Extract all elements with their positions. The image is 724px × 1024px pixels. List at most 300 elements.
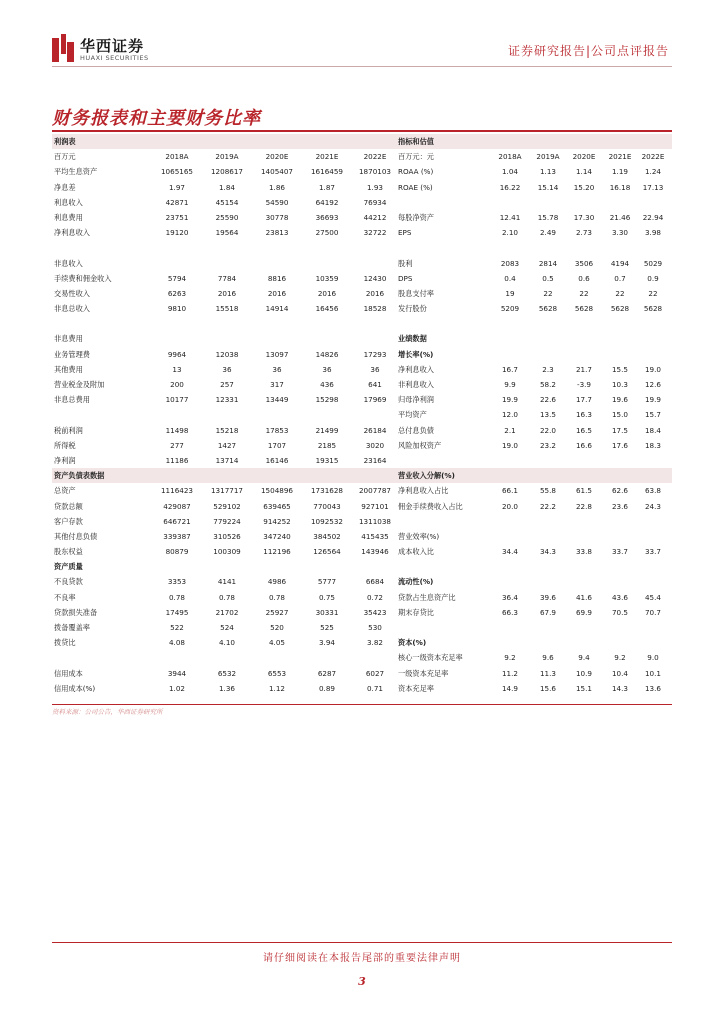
- left-value-cell: 1.36: [218, 683, 235, 693]
- right-value-cell: 24.3: [644, 501, 661, 511]
- left-row-label: 非息总费用: [54, 395, 90, 405]
- right-value-cell: 11.3: [539, 668, 556, 678]
- right-value-cell: 1.19: [611, 167, 628, 177]
- left-value-cell: 0.78: [218, 592, 235, 602]
- left-value-cell: 2007787: [358, 486, 391, 496]
- left-value-cell: 36: [272, 364, 282, 374]
- left-row-label: 净息差: [54, 182, 76, 192]
- left-value-cell: 1707: [267, 440, 287, 450]
- table-row: [52, 164, 672, 179]
- right-value-cell: 17.30: [573, 212, 595, 222]
- left-value-cell: 1317717: [210, 486, 243, 496]
- right-value-cell: 22.2: [539, 501, 556, 511]
- table-row: [52, 483, 672, 498]
- left-value-cell: 4.08: [168, 638, 185, 648]
- left-value-cell: 10177: [165, 395, 189, 405]
- right-value-cell: 22.8: [575, 501, 592, 511]
- table-row: [52, 180, 672, 195]
- right-row-label: 流动性(%): [398, 577, 434, 587]
- left-value-cell: 0.71: [366, 683, 383, 693]
- left-value-cell: 0.78: [168, 592, 185, 602]
- left-row-label: 非息收入: [54, 258, 83, 268]
- left-value-cell: 35423: [363, 607, 387, 617]
- right-value-cell: 63.8: [644, 486, 661, 496]
- left-value-cell: 277: [170, 440, 184, 450]
- right-value-cell: 2.73: [575, 228, 592, 238]
- left-value-cell: 1731628: [310, 486, 343, 496]
- left-value-cell: 36: [370, 364, 380, 374]
- right-row-label: 发行股份: [398, 304, 427, 314]
- left-value-cell: 25927: [265, 607, 289, 617]
- table-row: [52, 347, 672, 362]
- right-value-cell: 0.4: [504, 273, 516, 283]
- right-row-label: 每股净资产: [398, 212, 434, 222]
- table-row: [52, 499, 672, 514]
- left-value-cell: 522: [170, 623, 184, 632]
- right-value-cell: 9.9: [504, 380, 516, 389]
- left-value-cell: 10359: [315, 273, 339, 283]
- right-value-cell: 33.7: [611, 547, 628, 557]
- table-row: [52, 574, 672, 589]
- left-value-cell: 0.72: [366, 592, 383, 602]
- right-value-cell: 10.3: [611, 380, 628, 389]
- left-value-cell: 1504896: [260, 486, 293, 496]
- right-value-cell: 9.0: [647, 653, 659, 663]
- left-value-cell: 525: [320, 623, 334, 632]
- right-row-label: ROAA (%): [398, 167, 434, 177]
- right-row-label: 归母净利润: [398, 395, 434, 405]
- right-value-cell: -3.9: [576, 380, 592, 389]
- table-row: [52, 271, 672, 286]
- right-value-cell: 19.9: [644, 395, 661, 405]
- right-value-cell: 16.22: [499, 182, 521, 192]
- right-value-cell: 1.13: [539, 167, 556, 177]
- left-value-cell: 23751: [165, 212, 189, 222]
- left-row-label: 其他费用: [54, 364, 83, 374]
- right-value-cell: 12.41: [499, 212, 521, 222]
- right-value-cell: 9.6: [542, 653, 554, 663]
- left-value-cell: 23164: [363, 455, 387, 465]
- left-row-label: 税前利润: [54, 425, 83, 435]
- left-row-label: 贷款总额: [54, 501, 83, 511]
- left-value-cell: 6263: [167, 288, 187, 298]
- logo-english-name: HUAXI SECURITIES: [80, 54, 149, 62]
- right-value-cell: 2018A: [498, 152, 522, 162]
- table-row: [52, 666, 672, 681]
- section-title-underline: [52, 130, 672, 132]
- right-value-cell: 19.0: [501, 440, 518, 450]
- right-value-cell: 9.2: [614, 653, 626, 663]
- left-value-cell: 13097: [265, 349, 289, 359]
- table-row: [52, 650, 672, 665]
- right-value-cell: 61.5: [575, 486, 592, 496]
- right-row-label: 股息支付率: [398, 288, 434, 298]
- left-value-cell: 19564: [215, 228, 239, 238]
- right-value-cell: 1.04: [501, 167, 518, 177]
- right-row-label: 贷款占生息资产比: [398, 592, 456, 602]
- right-row-label: 百万元：元: [398, 152, 434, 162]
- table-row: [52, 377, 672, 392]
- left-value-cell: 11186: [165, 455, 189, 465]
- right-value-cell: 10.9: [575, 668, 592, 678]
- left-row-label: 利润表: [54, 137, 76, 146]
- right-value-cell: 22.6: [539, 395, 556, 405]
- right-value-cell: 2.49: [539, 228, 556, 238]
- right-value-cell: 11.2: [501, 668, 518, 678]
- left-value-cell: 23813: [265, 228, 289, 238]
- right-value-cell: 2814: [538, 258, 558, 268]
- left-value-cell: 15218: [215, 425, 239, 435]
- left-value-cell: 524: [220, 623, 234, 632]
- left-value-cell: 3020: [365, 440, 385, 450]
- left-value-cell: 14826: [315, 349, 339, 359]
- right-value-cell: 39.6: [539, 592, 556, 602]
- left-value-cell: 1208617: [210, 167, 243, 177]
- right-value-cell: 66.1: [501, 486, 518, 496]
- left-value-cell: 17293: [363, 349, 387, 359]
- left-value-cell: 436: [320, 380, 334, 389]
- left-value-cell: 13: [172, 364, 182, 374]
- right-row-label: ROAE (%): [398, 182, 433, 192]
- table-row: [52, 438, 672, 453]
- right-value-cell: 36.4: [501, 592, 518, 602]
- left-value-cell: 1092532: [310, 516, 343, 526]
- header-divider: [52, 66, 672, 67]
- logo-mark-icon: [52, 34, 74, 62]
- left-row-label: 不良贷款: [54, 577, 83, 587]
- right-value-cell: 34.4: [501, 547, 518, 557]
- table-bottom-border: [52, 704, 672, 705]
- right-value-cell: 16.7: [501, 364, 518, 374]
- left-value-cell: 347240: [263, 531, 291, 541]
- right-row-label: DPS: [398, 273, 413, 283]
- left-value-cell: 44212: [363, 212, 387, 222]
- left-row-label: 非息费用: [54, 334, 83, 344]
- right-row-label: 成本收入比: [398, 547, 434, 557]
- table-row: [52, 590, 672, 605]
- right-value-cell: 2022E: [641, 152, 665, 162]
- left-value-cell: 19120: [165, 228, 189, 238]
- right-value-cell: 1.24: [644, 167, 661, 177]
- table-row: [52, 407, 672, 422]
- left-row-label: 其他付息负债: [54, 531, 98, 541]
- right-row-label: 营业收入分解(%): [398, 471, 455, 481]
- legal-disclaimer: 请仔细阅读在本报告尾部的重要法律声明: [263, 953, 461, 964]
- left-value-cell: 3.94: [318, 638, 335, 648]
- left-value-cell: 1116423: [160, 486, 193, 496]
- left-value-cell: 1.02: [168, 683, 185, 693]
- left-value-cell: 36693: [315, 212, 339, 222]
- left-value-cell: 100309: [213, 547, 241, 557]
- table-row: [52, 635, 672, 650]
- table-row: [52, 559, 672, 574]
- left-value-cell: 779224: [213, 516, 241, 526]
- left-value-cell: 384502: [313, 531, 341, 541]
- table-row: [52, 544, 672, 559]
- left-value-cell: 310526: [213, 531, 241, 541]
- right-value-cell: 15.78: [537, 212, 559, 222]
- left-value-cell: 2016: [217, 288, 237, 298]
- left-value-cell: 2018A: [165, 152, 189, 162]
- section-title: 财务报表和主要财务比率: [52, 108, 261, 129]
- left-value-cell: 1.84: [218, 182, 235, 192]
- table-row: [52, 149, 672, 164]
- left-value-cell: 76934: [363, 197, 387, 207]
- left-value-cell: 0.89: [318, 683, 335, 693]
- left-row-label: 营业税金及附加: [54, 380, 105, 389]
- right-value-cell: 22: [648, 288, 658, 298]
- right-value-cell: 41.6: [575, 592, 592, 602]
- right-value-cell: 33.7: [644, 547, 661, 557]
- left-value-cell: 143946: [361, 547, 389, 557]
- left-row-label: 客户存款: [54, 516, 83, 526]
- left-value-cell: 27500: [315, 228, 339, 238]
- left-value-cell: 914252: [263, 516, 291, 526]
- right-value-cell: 5628: [610, 304, 630, 314]
- right-row-label: 一级资本充足率: [398, 668, 449, 678]
- left-value-cell: 11498: [165, 425, 189, 435]
- table-row: [52, 301, 672, 316]
- left-row-label: 净利润: [54, 455, 76, 465]
- left-value-cell: 5777: [317, 577, 337, 587]
- left-row-label: 总资产: [54, 486, 76, 496]
- left-value-cell: 19315: [315, 455, 339, 465]
- right-value-cell: 0.6: [578, 273, 590, 283]
- right-value-cell: 22: [579, 288, 589, 298]
- right-row-label: 资本(%): [398, 638, 427, 648]
- left-value-cell: 770043: [313, 501, 341, 511]
- right-value-cell: 15.7: [644, 410, 661, 420]
- left-value-cell: 21702: [215, 607, 239, 617]
- left-value-cell: 18528: [363, 304, 387, 314]
- right-value-cell: 12.0: [501, 410, 518, 420]
- financial-statements-table: [52, 134, 672, 696]
- left-value-cell: 2019A: [215, 152, 239, 162]
- left-row-label: 平均生息资产: [54, 167, 98, 177]
- right-value-cell: 10.1: [644, 668, 661, 678]
- right-value-cell: 12.6: [644, 380, 661, 389]
- right-value-cell: 45.4: [644, 592, 661, 602]
- left-value-cell: 64192: [315, 197, 339, 207]
- right-value-cell: 14.9: [501, 683, 518, 693]
- table-row: [52, 605, 672, 620]
- right-row-label: 业绩数据: [398, 334, 427, 344]
- right-value-cell: 2.3: [542, 364, 554, 374]
- right-row-label: 非利息收入: [398, 380, 434, 389]
- left-row-label: 利息收入: [54, 197, 83, 207]
- left-value-cell: 32722: [363, 228, 387, 238]
- right-row-label: 股利: [398, 258, 413, 268]
- right-row-label: 净利息收入: [398, 364, 434, 374]
- left-value-cell: 257: [220, 380, 234, 389]
- right-value-cell: 17.7: [575, 395, 592, 405]
- left-value-cell: 2016: [317, 288, 337, 298]
- right-value-cell: 22.94: [642, 212, 664, 222]
- right-row-label: 总付息负债: [398, 425, 434, 435]
- left-value-cell: 1870103: [358, 167, 391, 177]
- right-value-cell: 15.14: [537, 182, 559, 192]
- left-row-label: 净利息收入: [54, 228, 90, 238]
- right-value-cell: 21.46: [609, 212, 631, 222]
- left-row-label: 股东权益: [54, 547, 83, 557]
- left-value-cell: 1.97: [168, 182, 185, 192]
- left-value-cell: 15298: [315, 395, 339, 405]
- right-value-cell: 15.6: [539, 683, 556, 693]
- left-value-cell: 36: [322, 364, 332, 374]
- right-value-cell: 15.1: [575, 683, 592, 693]
- right-value-cell: 16.18: [609, 182, 631, 192]
- right-value-cell: 3.98: [644, 228, 661, 238]
- right-value-cell: 15.20: [573, 182, 595, 192]
- right-value-cell: 67.9: [539, 607, 556, 617]
- left-value-cell: 12331: [215, 395, 239, 405]
- left-value-cell: 200: [170, 380, 184, 389]
- left-value-cell: 639465: [263, 501, 291, 511]
- left-value-cell: 317: [270, 380, 284, 389]
- left-value-cell: 30331: [315, 607, 339, 617]
- right-value-cell: 0.9: [647, 273, 659, 283]
- left-row-label: 业务管理费: [54, 349, 90, 359]
- left-value-cell: 4.10: [218, 638, 235, 648]
- right-value-cell: 2020E: [572, 152, 596, 162]
- table-row: [52, 286, 672, 301]
- right-value-cell: 43.6: [611, 592, 628, 602]
- table-row: [52, 681, 672, 696]
- right-value-cell: 13.5: [539, 410, 556, 420]
- right-value-cell: 5628: [574, 304, 594, 314]
- right-value-cell: 17.5: [611, 425, 628, 435]
- left-value-cell: 641: [368, 380, 382, 389]
- right-value-cell: 0.5: [542, 273, 554, 283]
- right-value-cell: 19.6: [611, 395, 628, 405]
- left-value-cell: 36: [222, 364, 232, 374]
- right-value-cell: 2.10: [501, 228, 518, 238]
- right-row-label: 平均资产: [398, 410, 427, 420]
- right-value-cell: 16.3: [575, 410, 592, 420]
- table-row: [52, 468, 672, 483]
- right-value-cell: 17.13: [642, 182, 664, 192]
- left-row-label: 百万元: [54, 152, 76, 162]
- left-value-cell: 126564: [313, 547, 341, 557]
- right-value-cell: 1.14: [575, 167, 592, 177]
- left-value-cell: 1405407: [260, 167, 293, 177]
- left-value-cell: 16456: [315, 304, 339, 314]
- left-value-cell: 16146: [265, 455, 289, 465]
- right-value-cell: 18.4: [644, 425, 661, 435]
- left-value-cell: 3353: [167, 577, 187, 587]
- right-row-label: 核心一级资本充足率: [398, 653, 463, 663]
- right-value-cell: 16.6: [575, 440, 592, 450]
- left-value-cell: 415435: [361, 531, 389, 541]
- right-value-cell: 66.3: [501, 607, 518, 617]
- left-row-label: 不良率: [54, 592, 76, 602]
- right-value-cell: 15.0: [611, 410, 628, 420]
- right-row-label: 净利息收入占比: [398, 486, 449, 496]
- right-row-label: 佣金手续费收入占比: [398, 501, 463, 511]
- right-value-cell: 9.4: [578, 653, 590, 663]
- left-value-cell: 7784: [217, 273, 237, 283]
- left-value-cell: 13714: [215, 455, 239, 465]
- right-value-cell: 22: [543, 288, 553, 298]
- left-value-cell: 1.93: [366, 182, 383, 192]
- right-value-cell: 5628: [538, 304, 558, 314]
- left-value-cell: 17853: [265, 425, 289, 435]
- left-value-cell: 80879: [165, 547, 189, 557]
- logo-chinese-name: 华西证券: [80, 37, 145, 55]
- footer-divider: [52, 942, 672, 943]
- left-value-cell: 45154: [215, 197, 239, 207]
- right-value-cell: 55.8: [539, 486, 556, 496]
- right-value-cell: 15.5: [611, 364, 628, 374]
- company-logo: [52, 34, 180, 64]
- table-row: [52, 620, 672, 635]
- table-row: [52, 195, 672, 210]
- left-value-cell: 2020E: [265, 152, 289, 162]
- right-value-cell: 18.3: [644, 440, 661, 450]
- table-row: [52, 514, 672, 529]
- left-row-label: 利息费用: [54, 212, 83, 222]
- right-value-cell: 2019A: [536, 152, 560, 162]
- left-value-cell: 30778: [265, 212, 289, 222]
- left-row-label: 手续费和佣金收入: [54, 273, 112, 283]
- source-note: 资料来源：公司公告，华西证券研究所: [52, 708, 163, 716]
- left-value-cell: 6287: [317, 668, 337, 678]
- right-value-cell: 14.3: [611, 683, 628, 693]
- right-value-cell: 5029: [643, 258, 663, 268]
- right-value-cell: 62.6: [611, 486, 628, 496]
- table-row: [52, 453, 672, 468]
- right-value-cell: 22.0: [539, 425, 556, 435]
- right-value-cell: 70.7: [644, 607, 661, 617]
- right-value-cell: 19: [505, 288, 515, 298]
- right-value-cell: 13.6: [644, 683, 661, 693]
- right-value-cell: 34.3: [539, 547, 556, 557]
- table-row: [52, 134, 672, 149]
- report-type-label: 证券研究报告|公司点评报告: [507, 44, 669, 58]
- right-value-cell: 16.5: [575, 425, 592, 435]
- left-value-cell: 529102: [213, 501, 241, 511]
- left-value-cell: 2016: [365, 288, 385, 298]
- table-row: [52, 423, 672, 438]
- left-row-label: 资产质量: [54, 562, 83, 572]
- right-value-cell: 3.30: [611, 228, 628, 238]
- table-row: [52, 362, 672, 377]
- left-value-cell: 9964: [167, 349, 187, 359]
- left-value-cell: 339387: [163, 531, 191, 541]
- right-value-cell: 19.9: [501, 395, 518, 405]
- right-value-cell: 23.2: [539, 440, 556, 450]
- table-row: [52, 240, 672, 255]
- right-value-cell: 17.6: [611, 440, 628, 450]
- table-row: [52, 210, 672, 225]
- right-row-label: 风险加权资产: [398, 440, 442, 450]
- left-value-cell: 54590: [265, 197, 289, 207]
- left-value-cell: 6027: [365, 668, 385, 678]
- right-row-label: 增长率(%): [398, 349, 434, 359]
- left-value-cell: 42871: [165, 197, 189, 207]
- left-value-cell: 12038: [215, 349, 239, 359]
- right-value-cell: 10.4: [611, 668, 628, 678]
- page-header: [0, 0, 724, 72]
- left-value-cell: 9810: [167, 304, 187, 314]
- left-row-label: 非息总收入: [54, 304, 90, 314]
- left-value-cell: 8816: [267, 273, 287, 283]
- left-value-cell: 520: [270, 623, 284, 632]
- table-row: [52, 225, 672, 240]
- left-value-cell: 25590: [215, 212, 239, 222]
- left-value-cell: 12430: [363, 273, 387, 283]
- left-row-label: 拨贷比: [54, 638, 76, 648]
